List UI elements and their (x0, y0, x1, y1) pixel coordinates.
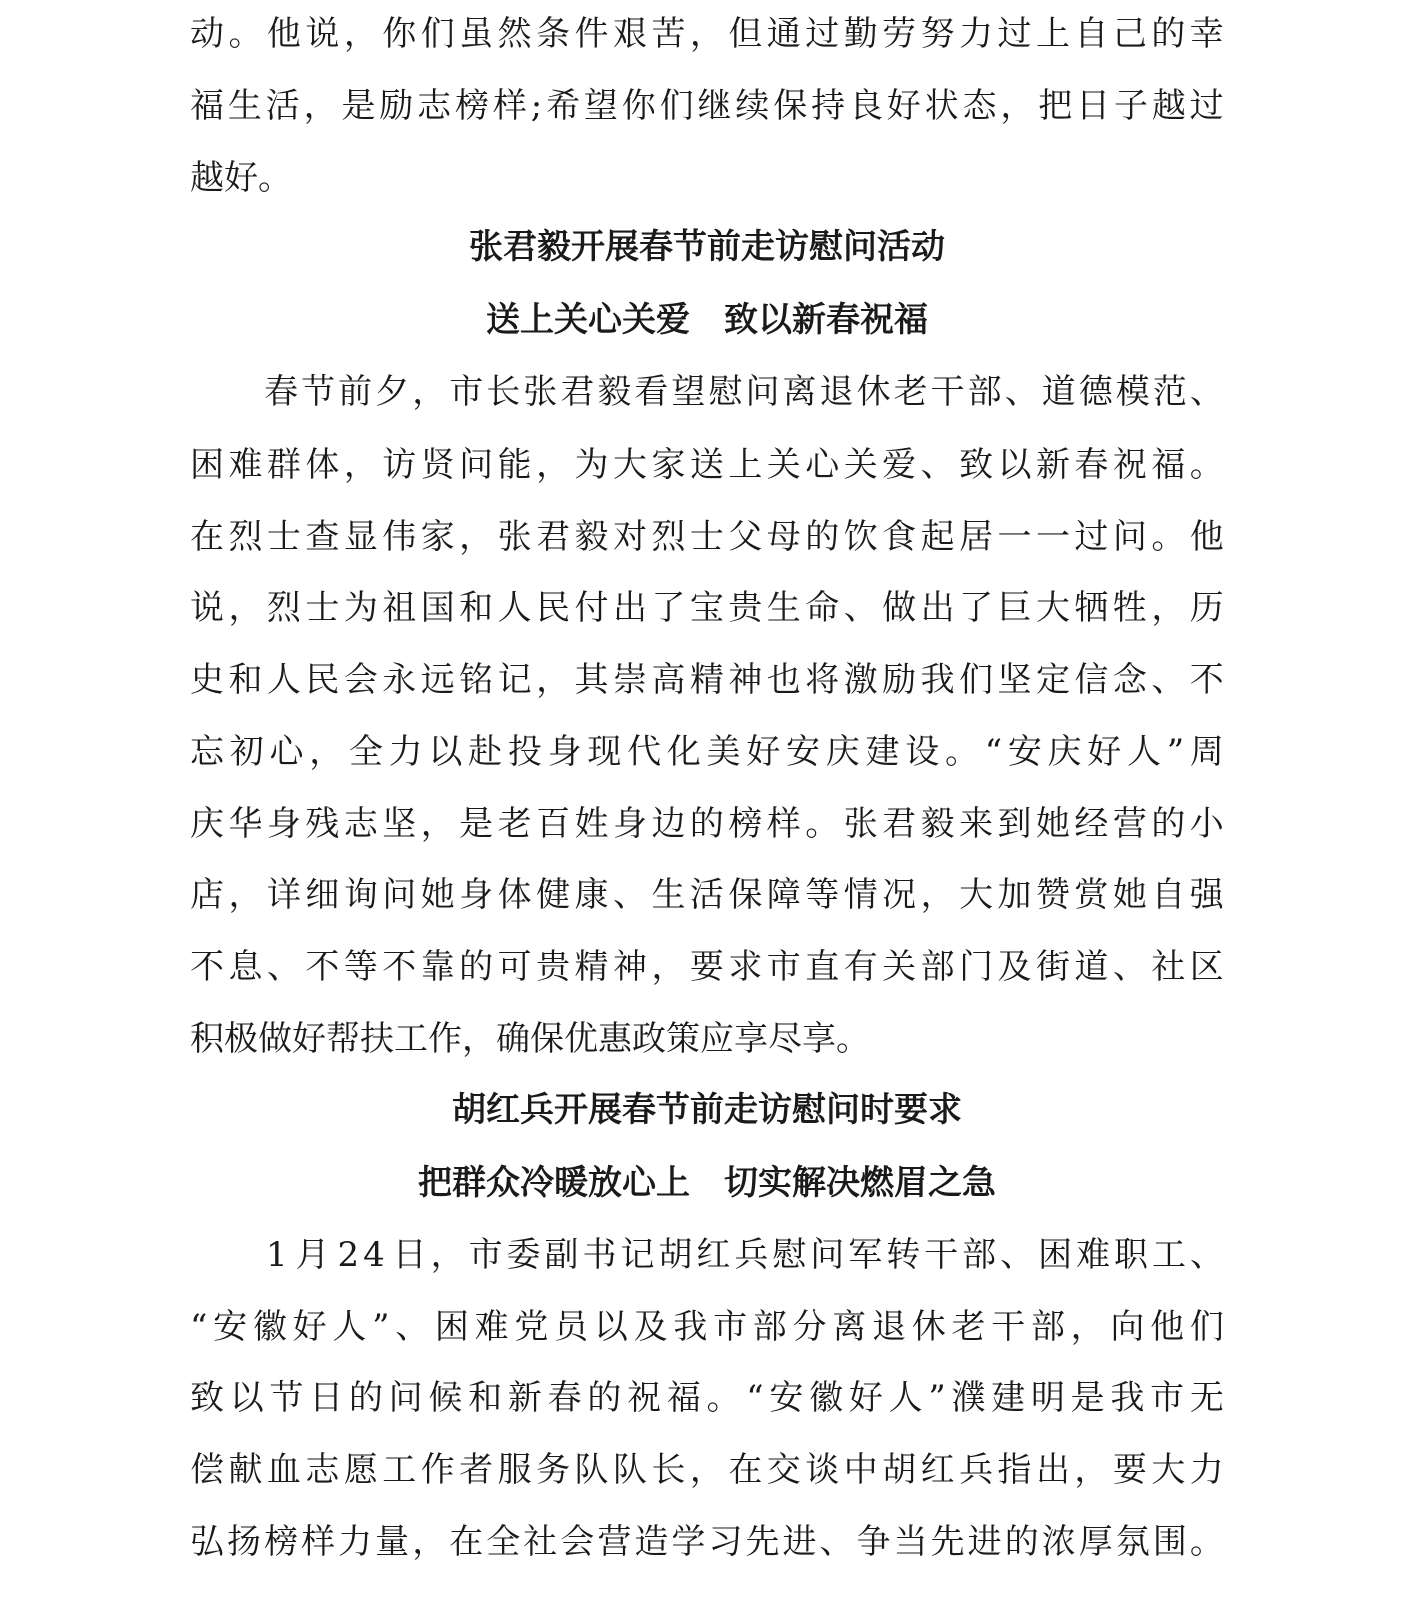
paragraph-line: 困 难 群 体 ， 访 贤 问 能 ， 为 大 家 送 上 关 心 关 爱 、 致 以 新 春 祝 福 。 (190, 445, 1224, 485)
section-subtitle: 把群众冷暖放心上 切实解决燃眉之急 (418, 1163, 996, 1203)
paragraph-line: “ 安 徽 好 人 ” 、 困 难 党 员 以 及 我 市 部 分 离 退 休 老 干 部 ， 向 他 们 (190, 1307, 1224, 1347)
document-page (190, 0, 1224, 1619)
paragraph-line: 店 ， 详 细 询 问 她 身 体 健 康 、 生 活 保 障 等 情 况 ， 大 加 赞 赏 她 自 强 (190, 875, 1224, 915)
paragraph-line: 忘 初 心 ， 全 力 以 赴 投 身 现 代 化 美 好 安 庆 建 设 。 “ 安 庆 好 人 ” 周 (190, 732, 1224, 772)
paragraph-line: 致 以 节 日 的 问 候 和 新 春 的 祝 福 。 “ 安 徽 好 人 ” 濮 建 明 是 我 市 无 (190, 1378, 1224, 1418)
paragraph-line: 春 节 前 夕 ， 市 长 张 君 毅 看 望 慰 问 离 退 休 老 干 部 、 道 德 模 范 、 (264, 372, 1224, 412)
paragraph-line: 偿 献 血 志 愿 工 作 者 服 务 队 队 长 ， 在 交 谈 中 胡 红 兵 指 出 ， 要 大 力 (190, 1450, 1224, 1490)
section-title: 张君毅开展春节前走访慰问活动 (469, 227, 945, 267)
paragraph-line: 1 月 2 4 日 ， 市 委 副 书 记 胡 红 兵 慰 问 军 转 干 部 、 困 难 职 工 、 (265, 1235, 1224, 1275)
paragraph-line: 史 和 人 民 会 永 远 铭 记 ， 其 崇 高 精 神 也 将 激 励 我 们 坚 定 信 念 、 不 (190, 660, 1224, 700)
paragraph-line: 在 烈 士 查 显 伟 家 ， 张 君 毅 对 烈 士 父 母 的 饮 食 起 居 一 一 过 问 。 他 (190, 517, 1224, 557)
paragraph-line: 越好。 (190, 158, 292, 198)
paragraph-line: 弘 扬 榜 样 力 量 ， 在 全 社 会 营 造 学 习 先 进 、 争 当 先 进 的 浓 厚 氛 围 。 (190, 1522, 1224, 1562)
paragraph-line: 不 息 、 不 等 不 靠 的 可 贵 精 神 ， 要 求 市 直 有 关 部 门 及 街 道 、 社 区 (190, 947, 1224, 987)
paragraph-line: 积极做好帮扶工作，确保优惠政策应享尽享。 (190, 1019, 870, 1059)
paragraph-line: 庆 华 身 残 志 坚 ， 是 老 百 姓 身 边 的 榜 样 。 张 君 毅 来 到 她 经 营 的 小 (190, 804, 1224, 844)
paragraph-line: 动 。 他 说 ， 你 们 虽 然 条 件 艰 苦 ， 但 通 过 勤 劳 努 力 过 上 自 己 的 幸 (190, 14, 1224, 54)
paragraph-line: 福 生 活 ， 是 励 志 榜 样 ; 希 望 你 们 继 续 保 持 良 好 状 态 ， 把 日 子 越 过 (190, 86, 1224, 126)
section-subtitle: 送上关心关爱 致以新春祝福 (486, 300, 928, 340)
paragraph-line: 说 ， 烈 士 为 祖 国 和 人 民 付 出 了 宝 贵 生 命 、 做 出 了 巨 大 牺 牲 ， 历 (190, 588, 1224, 628)
section-title: 胡红兵开展春节前走访慰问时要求 (452, 1090, 962, 1130)
